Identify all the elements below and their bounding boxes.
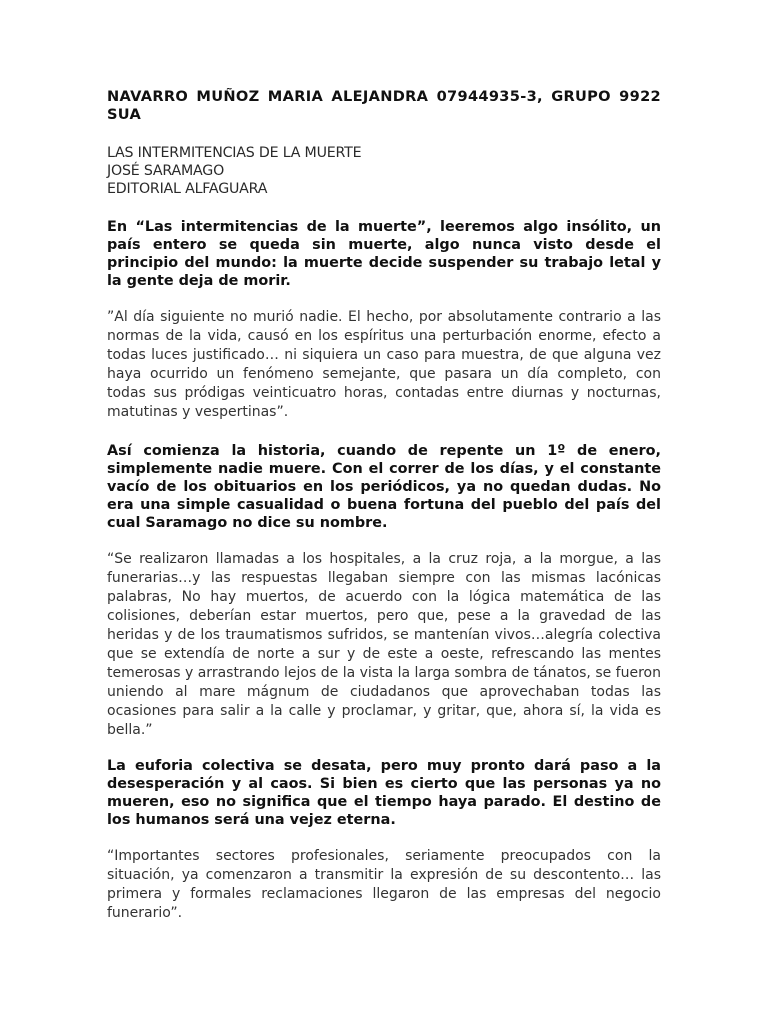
book-title: LAS INTERMITENCIAS DE LA MUERTE [107,145,362,161]
quote-paragraph: ”Al día siguiente no murió nadie. El hecho, por absolutamente contrario a las normas de la vida, causó en los espíritus una perturbación enorme, efecto a todas luces justificado… ni siquiera un caso para muestra, de que alguna vez haya ocurrido un fenómeno semejante, que pasara un día completo, con todas sus pródigas veinticuatro horas, contadas entre diurnas y nocturnas, matutinas y vespertinas”. [107,309,661,420]
quote-paragraph: “Se realizaron llamadas a los hospitales, a la cruz roja, a la morgue, a las funerarias…y las respuestas llegaban siempre con las mismas lacónicas palabras, No hay muertos, de acuerdo con la lógica matemática de las colisiones, deberían estar muertos, pero que, pese a la gravedad de las heridas y de los traumatismos sufridos, se mantenían vivos…alegría colectiva que se extendía de norte a sur y de este a oeste, refrescando las mentes temerosas y arrastrando lejos de la vista la larga sombra de tánatos, se fueron uniendo al mare mágnum de ciudadanos que aprovechaban todas las ocasiones para salir a la calle y proclamar, y gritar, que, ahora sí, la vida es bella.” [107,551,661,738]
book-author: JOSÉ SARAMAGO [107,163,225,179]
quote-paragraph: “Importantes sectores profesionales, seriamente preocupados con la situación, ya comenzaron a transmitir la expresión de su descontento… las primera y formales reclamaciones llegaron de las empresas del negocio funerario”. [107,848,661,921]
book-publisher: EDITORIAL ALFAGUARA [107,181,268,197]
student-header: NAVARRO MUÑOZ MARIA ALEJANDRA 07944935-3, GRUPO 9922 SUA [107,88,661,123]
book-info [107,144,661,198]
document-page [107,88,661,923]
commentary-paragraph: Así comienza la historia, cuando de repente un 1º de enero, simplemente nadie muere. Con el correr de los días, y el constante vacío de los obituarios en los periódicos, ya no quedan dudas. No era una simple casualidad o buena fortuna del pueblo del país del cual Saramago no dice su nombre. [107,443,661,531]
commentary-paragraph: En “Las intermitencias de la muerte”, leeremos algo insólito, un país entero se queda sin muerte, algo nunca visto desde el principio del mundo: la muerte decide suspender su trabajo letal y la gente deja de morir. [107,219,661,289]
commentary-paragraph: La euforia colectiva se desata, pero muy pronto dará paso a la desesperación y al caos. Si bien es cierto que las personas ya no mueren, eso no significa que el tiempo haya parado. El destino de los humanos será una vejez eterna. [107,758,661,828]
